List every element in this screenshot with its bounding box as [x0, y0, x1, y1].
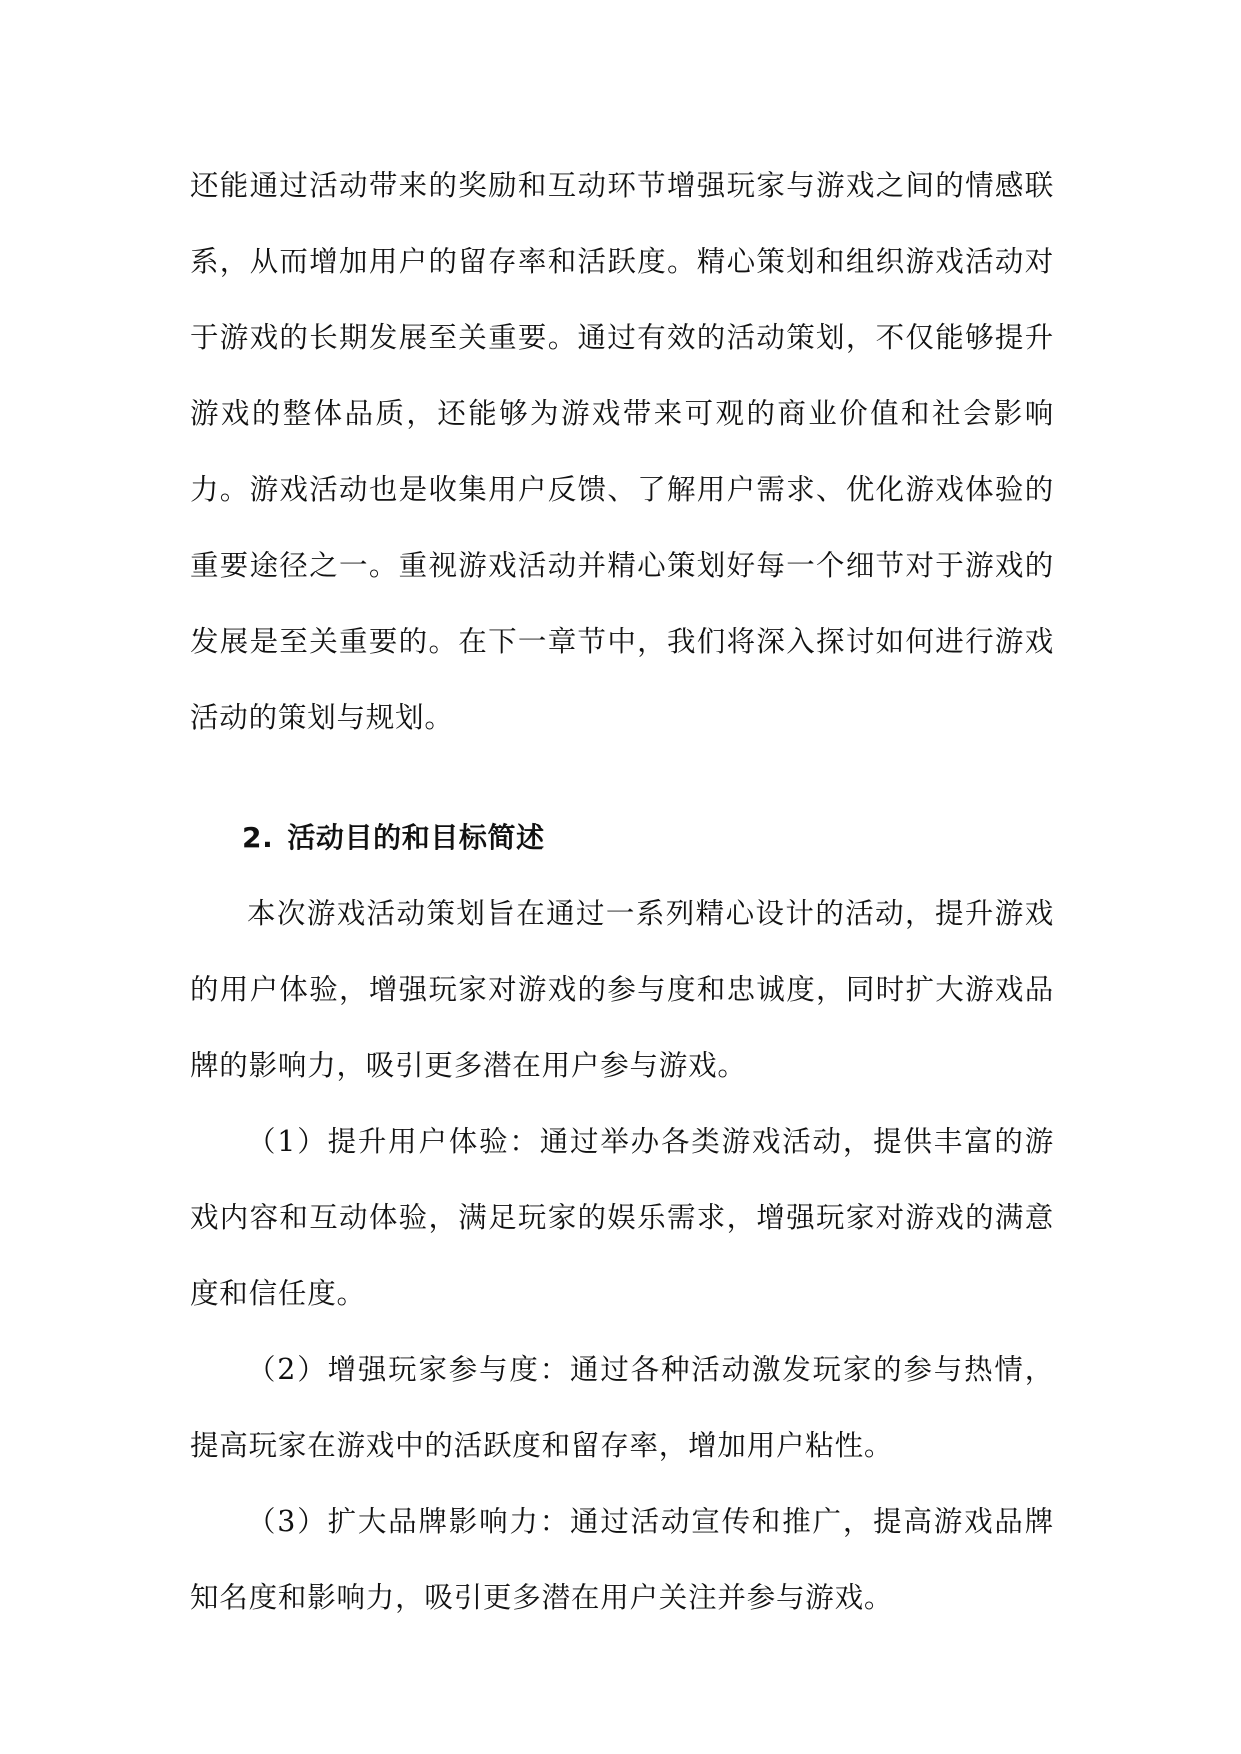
section-number: 2. — [242, 821, 274, 854]
intro-paragraph: 还能通过活动带来的奖励和互动环节增强玩家与游戏之间的情感联系，从而增加用户的留存率和活跃度。精心策划和组织游戏活动对于游戏的长期发展至关重要。通过有效的活动策划，不仅能够提升游戏的整体品质，还能够为游戏带来可观的商业价值和社会影响力。游戏活动也是收集用户反馈、了解用户需求、优化游戏体验的重要途径之一。重视游戏活动并精心策划好每一个细节对于游戏的发展是至关重要的。在下一章节中，我们将深入探讨如何进行游戏活动的策划与规划。 — [190, 169, 1054, 734]
goal-item-3: （3）扩大品牌影响力：通过活动宣传和推广，提高游戏品牌知名度和影响力，吸引更多潜在用户关注并参与游戏。 — [190, 1505, 1054, 1614]
goal-item-1: （1）提升用户体验：通过举办各类游戏活动，提供丰富的游戏内容和互动体验，满足玩家的娱乐需求，增强玩家对游戏的满意度和信任度。 — [190, 1125, 1054, 1310]
section-title: 活动目的和目标简述 — [287, 821, 545, 854]
section-summary-paragraph: 本次游戏活动策划旨在通过一系列精心设计的活动，提升游戏的用户体验，增强玩家对游戏的参与度和忠诚度，同时扩大游戏品牌的影响力，吸引更多潜在用户参与游戏。 — [190, 897, 1054, 1082]
goal-item-2: （2）增强玩家参与度：通过各种活动激发玩家的参与热情，提高玩家在游戏中的活跃度和留存率，增加用户粘性。 — [190, 1353, 1054, 1462]
section-heading — [190, 800, 1054, 876]
document-body — [190, 148, 1054, 1636]
